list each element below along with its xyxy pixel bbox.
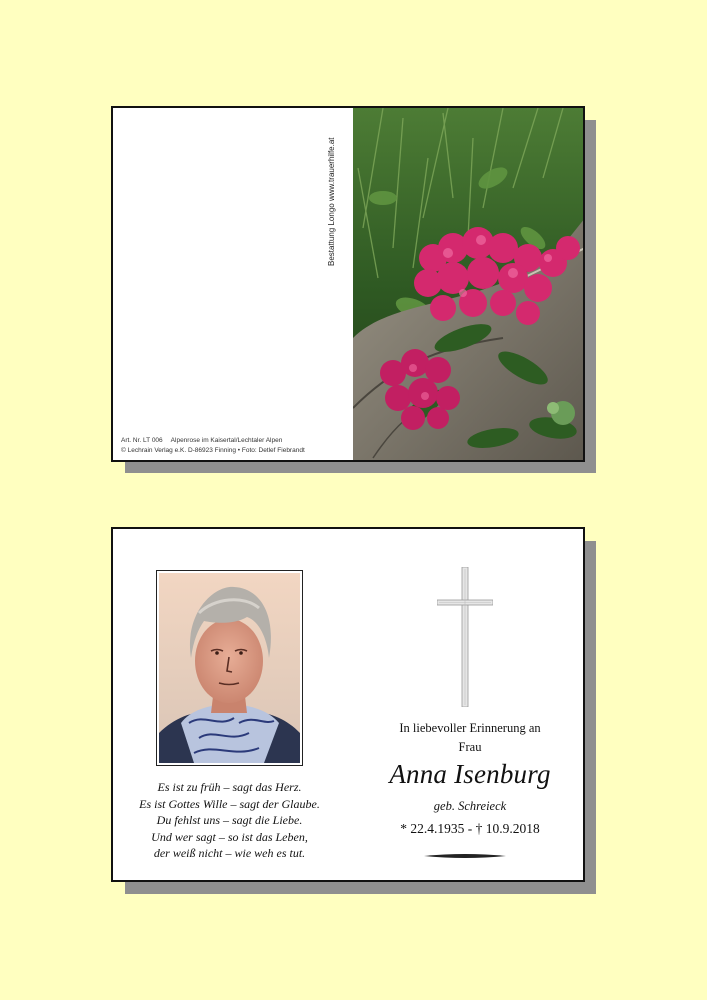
alpine-rose-photo bbox=[353, 108, 585, 460]
publisher-line: © Lechrain Verlag e.K. D-86923 Finning • Foto: Detlef Fiebrandt bbox=[121, 447, 305, 454]
poem-line: Es ist Gottes Wille – sagt der Glaube. bbox=[139, 796, 320, 811]
birth-name: geb. Schreieck bbox=[433, 799, 507, 813]
salutation: Frau bbox=[458, 740, 482, 754]
deceased-name: Anna Isenburg bbox=[389, 759, 551, 789]
poem-line: der weiß nicht – wie weh es tut. bbox=[153, 846, 306, 860]
poem-line: Und wer sagt – so ist das Leben, bbox=[151, 829, 308, 844]
funeral-home-label: Bestattung Longo www.trauerhilfe.at bbox=[327, 137, 336, 266]
card-inside bbox=[111, 527, 585, 882]
poem-line: Es ist zu früh – sagt das Herz. bbox=[157, 780, 302, 794]
alpine-rose-photo-drawing bbox=[353, 108, 585, 460]
portrait-photo-drawing bbox=[159, 573, 300, 763]
portrait-photo bbox=[156, 570, 303, 766]
article-number: Art. Nr. LT 006 bbox=[121, 437, 163, 444]
fine-print-line-1 bbox=[121, 436, 305, 446]
cross-icon bbox=[437, 567, 493, 707]
funeral-home-vertical-text bbox=[325, 132, 345, 268]
poem bbox=[113, 779, 346, 862]
photo-caption: Alpenrose im Kaisertal/Lechtaler Alpen bbox=[170, 437, 283, 444]
card-front bbox=[111, 106, 585, 462]
poem-line: Du fehlst uns – sagt die Liebe. bbox=[156, 813, 303, 827]
life-dates: * 22.4.1935 - † 10.9.2018 bbox=[400, 821, 540, 836]
memorial-intro: In liebevoller Erinnerung an bbox=[399, 721, 541, 735]
ornament-divider-icon bbox=[424, 852, 506, 860]
fine-print bbox=[121, 436, 305, 456]
